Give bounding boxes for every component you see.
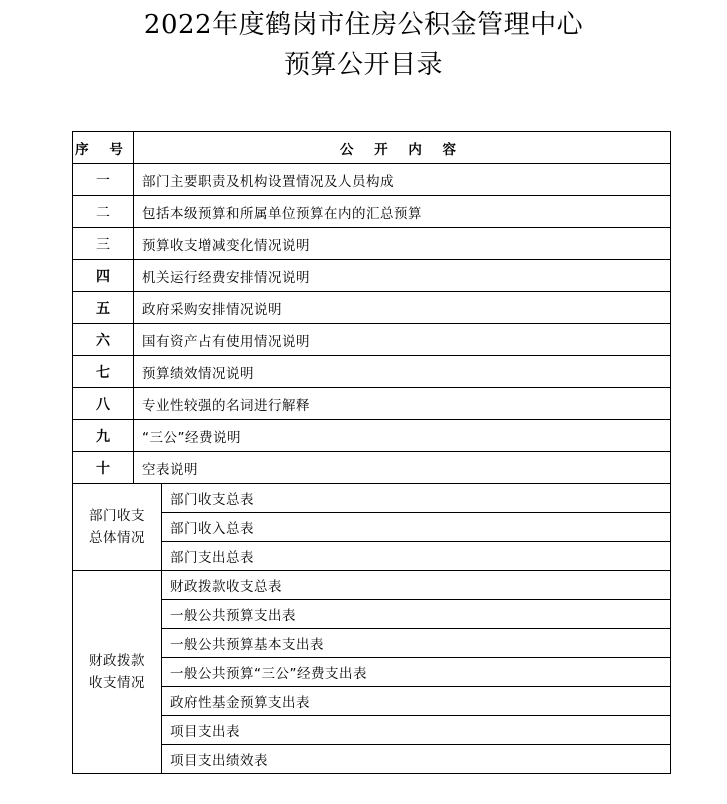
row-number: 七 xyxy=(73,356,134,388)
table-row xyxy=(73,260,671,292)
budget-disclosure-table xyxy=(72,131,671,774)
group-label-line: 总体情况 xyxy=(89,530,145,546)
table-row xyxy=(73,292,671,324)
row-content: 部门主要职责及机构设置情况及人员构成 xyxy=(134,164,671,196)
group-item: 一般公共预算支出表 xyxy=(162,600,671,629)
group-label-fiscal xyxy=(73,571,162,774)
table-row xyxy=(73,420,671,452)
row-number: 五 xyxy=(73,292,134,324)
group-item: 一般公共预算“三公”经费支出表 xyxy=(162,658,671,687)
group-row xyxy=(73,542,671,571)
row-number: 一 xyxy=(73,164,134,196)
table-row xyxy=(73,452,671,484)
group-row xyxy=(73,716,671,745)
table-row xyxy=(73,228,671,260)
table-row xyxy=(73,324,671,356)
group-item: 财政拨款收支总表 xyxy=(162,571,671,600)
group-row xyxy=(73,600,671,629)
table-row xyxy=(73,164,671,196)
row-content: 政府采购安排情况说明 xyxy=(134,292,671,324)
row-number: 六 xyxy=(73,324,134,356)
table-row xyxy=(73,196,671,228)
title-line-2: 预算公开目录 xyxy=(283,50,443,80)
row-content: “三公”经费说明 xyxy=(134,420,671,452)
header-number: 序 号 xyxy=(73,132,134,164)
table-header-row xyxy=(73,132,671,164)
group-row xyxy=(73,629,671,658)
row-content: 包括本级预算和所属单位预算在内的汇总预算 xyxy=(134,196,671,228)
row-number: 三 xyxy=(73,228,134,260)
group-label-line: 收支情况 xyxy=(89,675,145,691)
group-row xyxy=(73,484,671,513)
group-item: 项目支出绩效表 xyxy=(162,745,671,774)
group-item: 政府性基金预算支出表 xyxy=(162,687,671,716)
group-label-line: 财政拨款 xyxy=(89,653,145,669)
group-label-overall xyxy=(73,484,162,571)
row-content: 预算收支增减变化情况说明 xyxy=(134,228,671,260)
row-number: 十 xyxy=(73,452,134,484)
group-row xyxy=(73,745,671,774)
row-number: 九 xyxy=(73,420,134,452)
group-item: 项目支出表 xyxy=(162,716,671,745)
row-content: 预算绩效情况说明 xyxy=(134,356,671,388)
group-row xyxy=(73,513,671,542)
group-item: 部门收入总表 xyxy=(162,513,671,542)
group-label-line: 部门收支 xyxy=(89,508,145,524)
group-row xyxy=(73,571,671,600)
row-content: 空表说明 xyxy=(134,452,671,484)
group-row xyxy=(73,687,671,716)
title-line-1: 2022年度鹤岗市住房公积金管理中心 xyxy=(143,10,584,40)
group-row xyxy=(73,658,671,687)
table-row xyxy=(73,356,671,388)
row-content: 机关运行经费安排情况说明 xyxy=(134,260,671,292)
group-item: 部门收支总表 xyxy=(162,484,671,513)
table-row xyxy=(73,388,671,420)
row-number: 八 xyxy=(73,388,134,420)
group-item: 部门支出总表 xyxy=(162,542,671,571)
header-content: 公 开 内 容 xyxy=(134,132,671,164)
group-item: 一般公共预算基本支出表 xyxy=(162,629,671,658)
row-content: 国有资产占有使用情况说明 xyxy=(134,324,671,356)
row-content: 专业性较强的名词进行解释 xyxy=(134,388,671,420)
row-number: 四 xyxy=(73,260,134,292)
row-number: 二 xyxy=(73,196,134,228)
